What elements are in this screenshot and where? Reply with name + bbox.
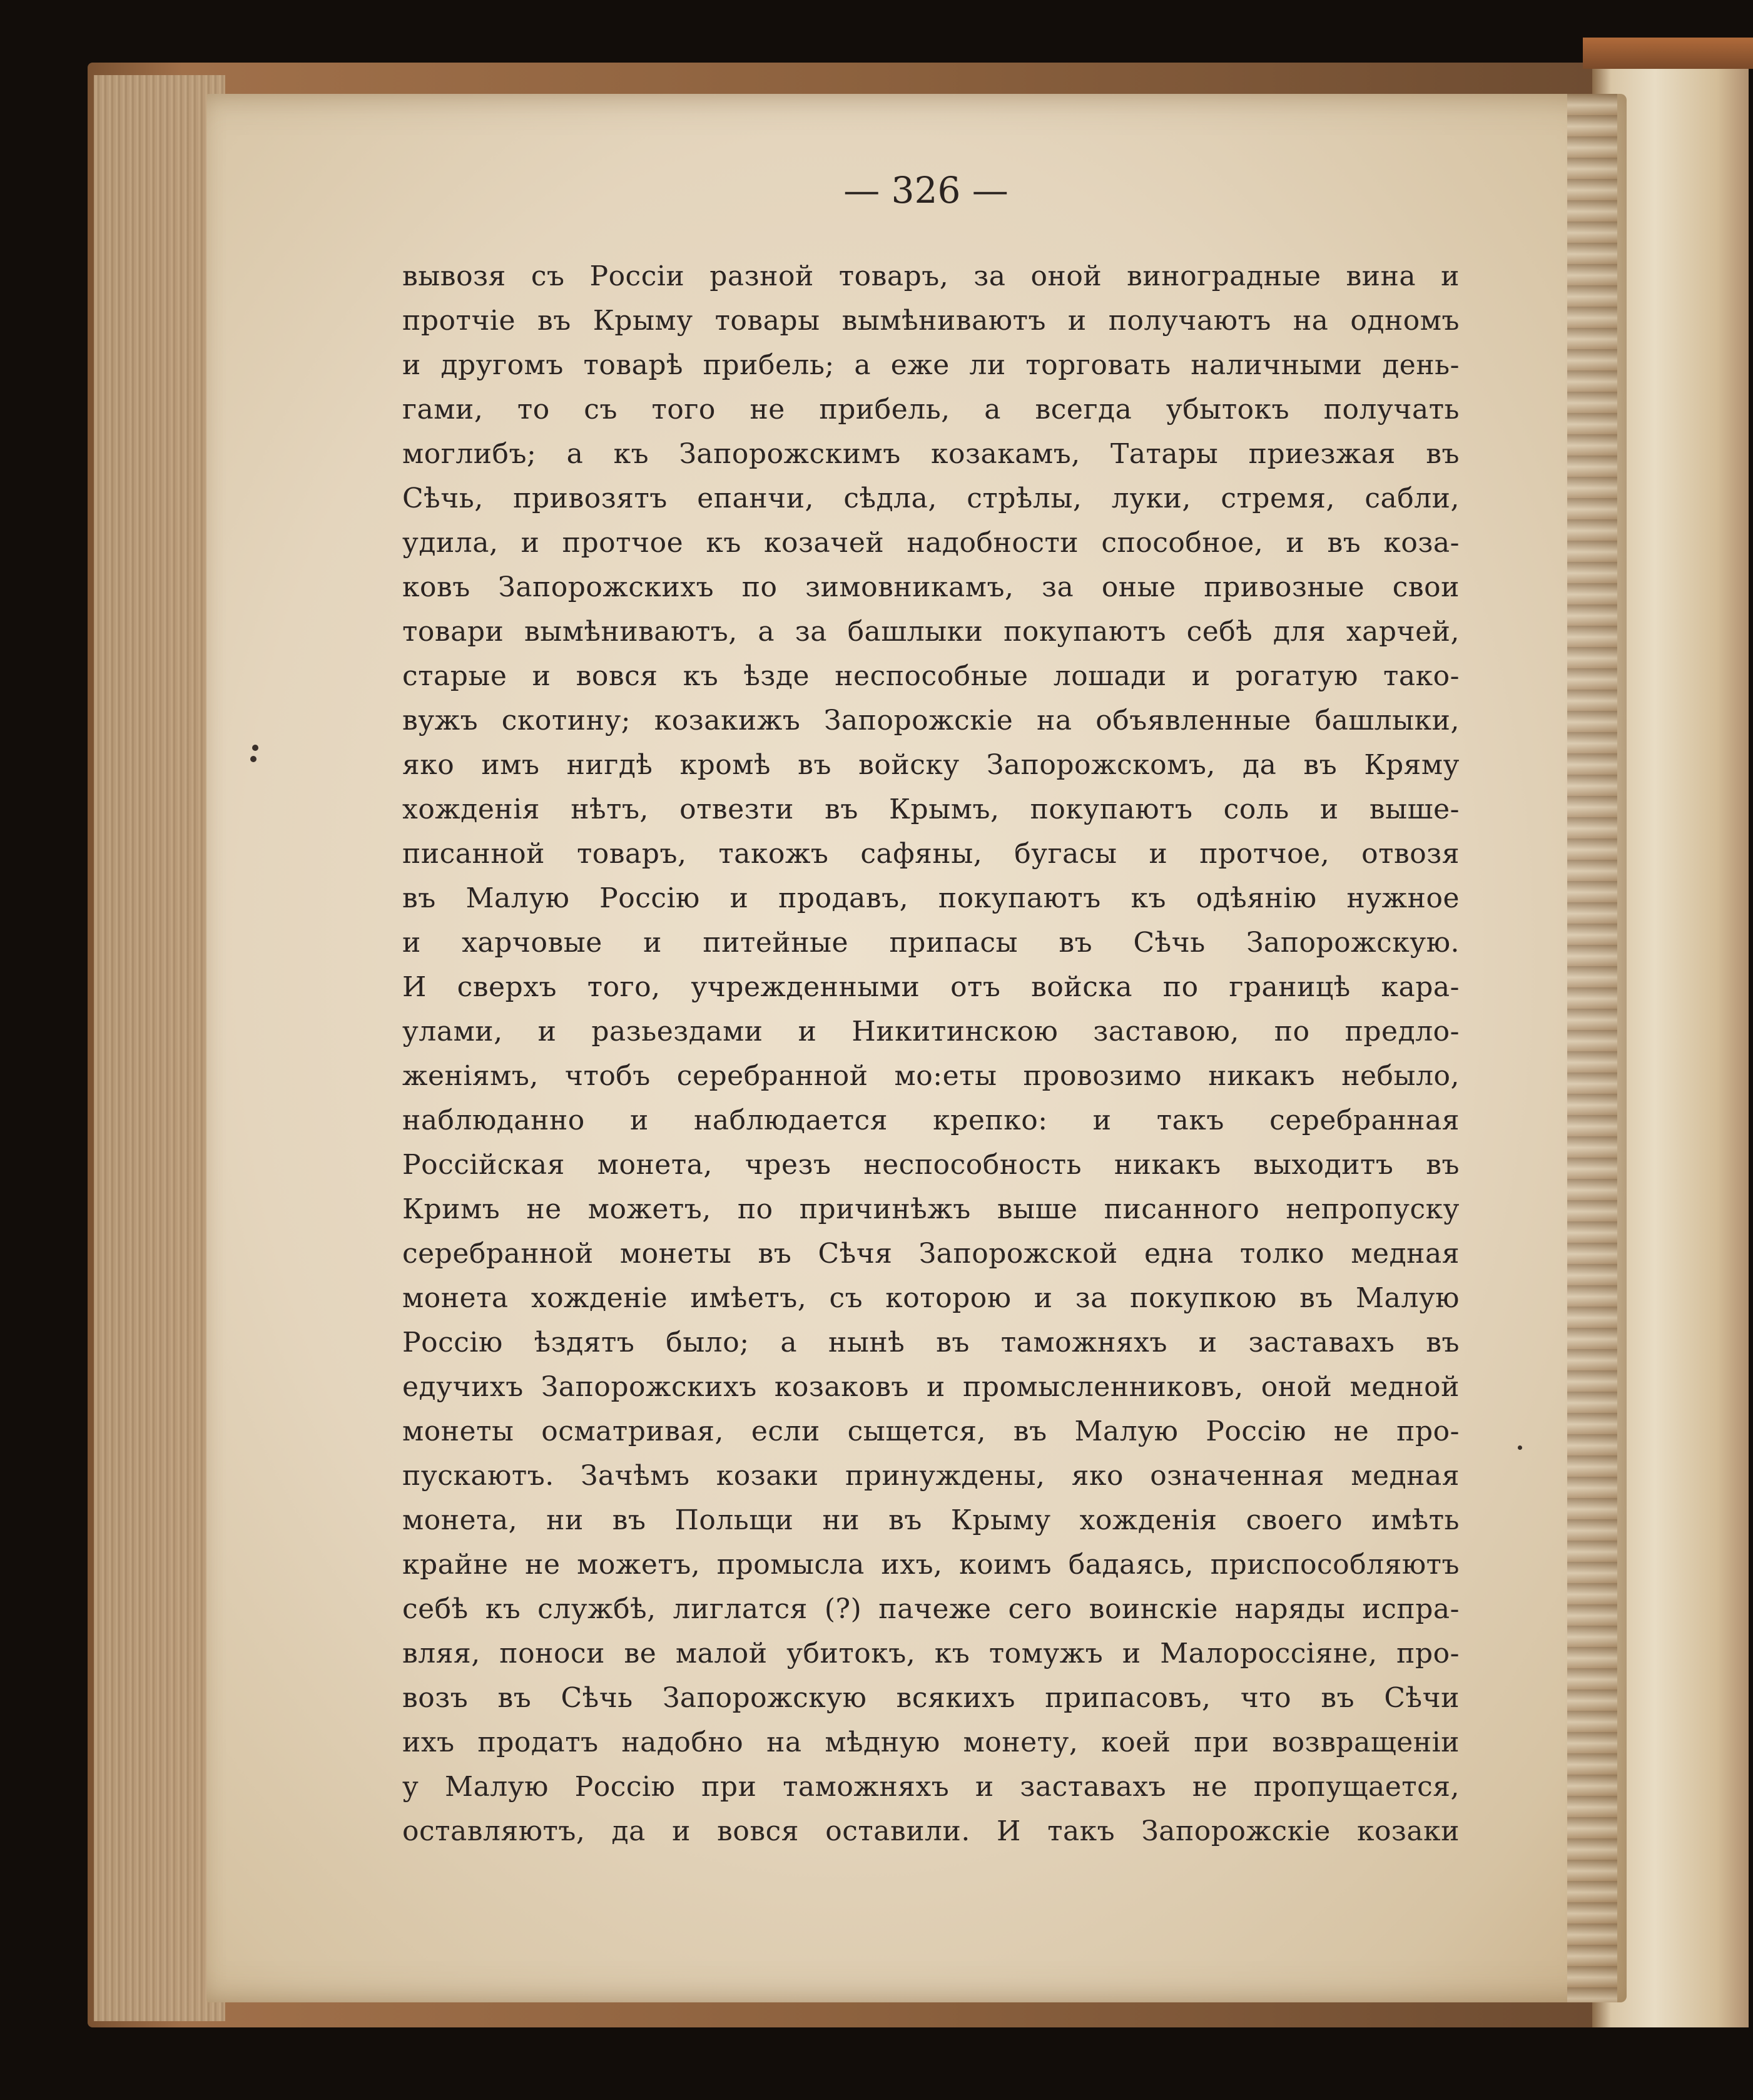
text-line: ковъ Запорожскихъ по зимовникамъ, за оные привозные свои	[402, 571, 1460, 603]
body-text	[402, 254, 1460, 1853]
text-line: монета, ни въ Польщи ни въ Крыму хожденія своего имѣть	[402, 1504, 1460, 1536]
text-line: старые и вовся къ ѣзде неспособные лошади и рогатую тако-	[402, 660, 1460, 692]
text-line: монета хожденіе имѣетъ, съ которою и за покупкою въ Малую	[402, 1282, 1460, 1314]
text-line: протчіе въ Крыму товары вымѣниваютъ и получаютъ на одномъ	[402, 305, 1460, 337]
ink-speck	[250, 756, 257, 762]
text-line: и другомъ товарѣ прибель; а еже ли торговать наличными день-	[402, 349, 1460, 381]
text-line: улами, и разьездами и Никитинскою заставою, по предло-	[402, 1016, 1460, 1047]
ink-speck	[252, 745, 258, 751]
text-line: возъ въ Сѣчь Запорожскую всякихъ припасовъ, что въ Сѣчи	[402, 1682, 1460, 1714]
torn-gutter	[1567, 94, 1617, 2002]
text-line: моглибъ; а къ Запорожскимъ козакамъ, Татары приезжая въ	[402, 438, 1460, 470]
text-line: монеты осматривая, если сыщется, въ Малую Россію не про-	[402, 1415, 1460, 1447]
text-line: едучихъ Запорожскихъ козаковъ и промысленниковъ, оной медной	[402, 1371, 1460, 1403]
text-line: въ Малую Россію и продавъ, покупаютъ къ одѣянію нужное	[402, 882, 1460, 914]
text-line: пускаютъ. Зачѣмъ козаки принуждены, яко означенная медная	[402, 1460, 1460, 1492]
text-line: женіямъ, чтобъ серебранной мо:еты провозимо никакъ небыло,	[402, 1060, 1460, 1092]
text-line: серебранной монеты въ Сѣчя Запорожской една толко медная	[402, 1238, 1460, 1270]
text-line: крайне не можетъ, промысла ихъ, коимъ бадаясь, приспособляютъ	[402, 1549, 1460, 1581]
text-line: ихъ продатъ надобно на мѣдную монету, коей при возвращеніи	[402, 1726, 1460, 1758]
text-line: Россію ѣздятъ было; а нынѣ въ таможняхъ и заставахъ въ	[402, 1327, 1460, 1358]
text-line: и харчовые и питейные припасы въ Сѣчь Запорожскую.	[402, 927, 1460, 959]
text-line: удила, и протчое къ козачей надобности способное, и въ коза-	[402, 527, 1460, 559]
ink-speck	[1518, 1445, 1522, 1450]
text-line: оставляютъ, да и вовся оставили. И такъ Запорожскіе козаки	[402, 1815, 1460, 1847]
text-line: Россійская монета, чрезъ неспособность никакъ выходитъ въ	[402, 1149, 1460, 1181]
text-line: вывозя съ Россіи разной товаръ, за оной виноградные вина и	[402, 260, 1460, 292]
text-line: гами, то съ того не прибель, а всегда убытокъ получать	[402, 394, 1460, 426]
text-line: Сѣчь, привозятъ епанчи, сѣдла, стрѣлы, луки, стремя, сабли,	[402, 482, 1460, 514]
text-line: вужъ скотину; козакижъ Запорожскіе на объявленные башлыки,	[402, 705, 1460, 737]
page-block-edge	[94, 75, 225, 2021]
text-line: писанной товаръ, такожъ сафяны, бугасы и протчое, отвозя	[402, 838, 1460, 870]
text-line: И сверхъ того, учрежденными отъ войска по границѣ кара-	[402, 971, 1460, 1003]
text-line: у Малую Россію при таможняхъ и заставахъ не пропущается,	[402, 1771, 1460, 1803]
text-line: себѣ къ службѣ, лиглатся (?) пачеже сего воинскіе наряды испра-	[402, 1593, 1460, 1625]
page-number: — 326 —	[843, 169, 1009, 212]
right-board-edge	[1583, 38, 1753, 69]
text-line: товари вымѣниваютъ, а за башлыки покупаютъ себѣ для харчей,	[402, 616, 1460, 648]
text-line: яко имъ нигдѣ кромѣ въ войску Запорожскомъ, да въ Кряму	[402, 749, 1460, 781]
text-line: наблюданно и наблюдается крепко: и такъ серебранная	[402, 1104, 1460, 1136]
text-line: Кримъ не можетъ, по причинѣжъ выше писанного непропуску	[402, 1193, 1460, 1225]
text-line: хожденія нѣтъ, отвезти въ Крымъ, покупаютъ соль и выше-	[402, 793, 1460, 825]
text-line: вляя, поноси ве малой убитокъ, къ томужъ и Малороссіяне, про-	[402, 1638, 1460, 1669]
